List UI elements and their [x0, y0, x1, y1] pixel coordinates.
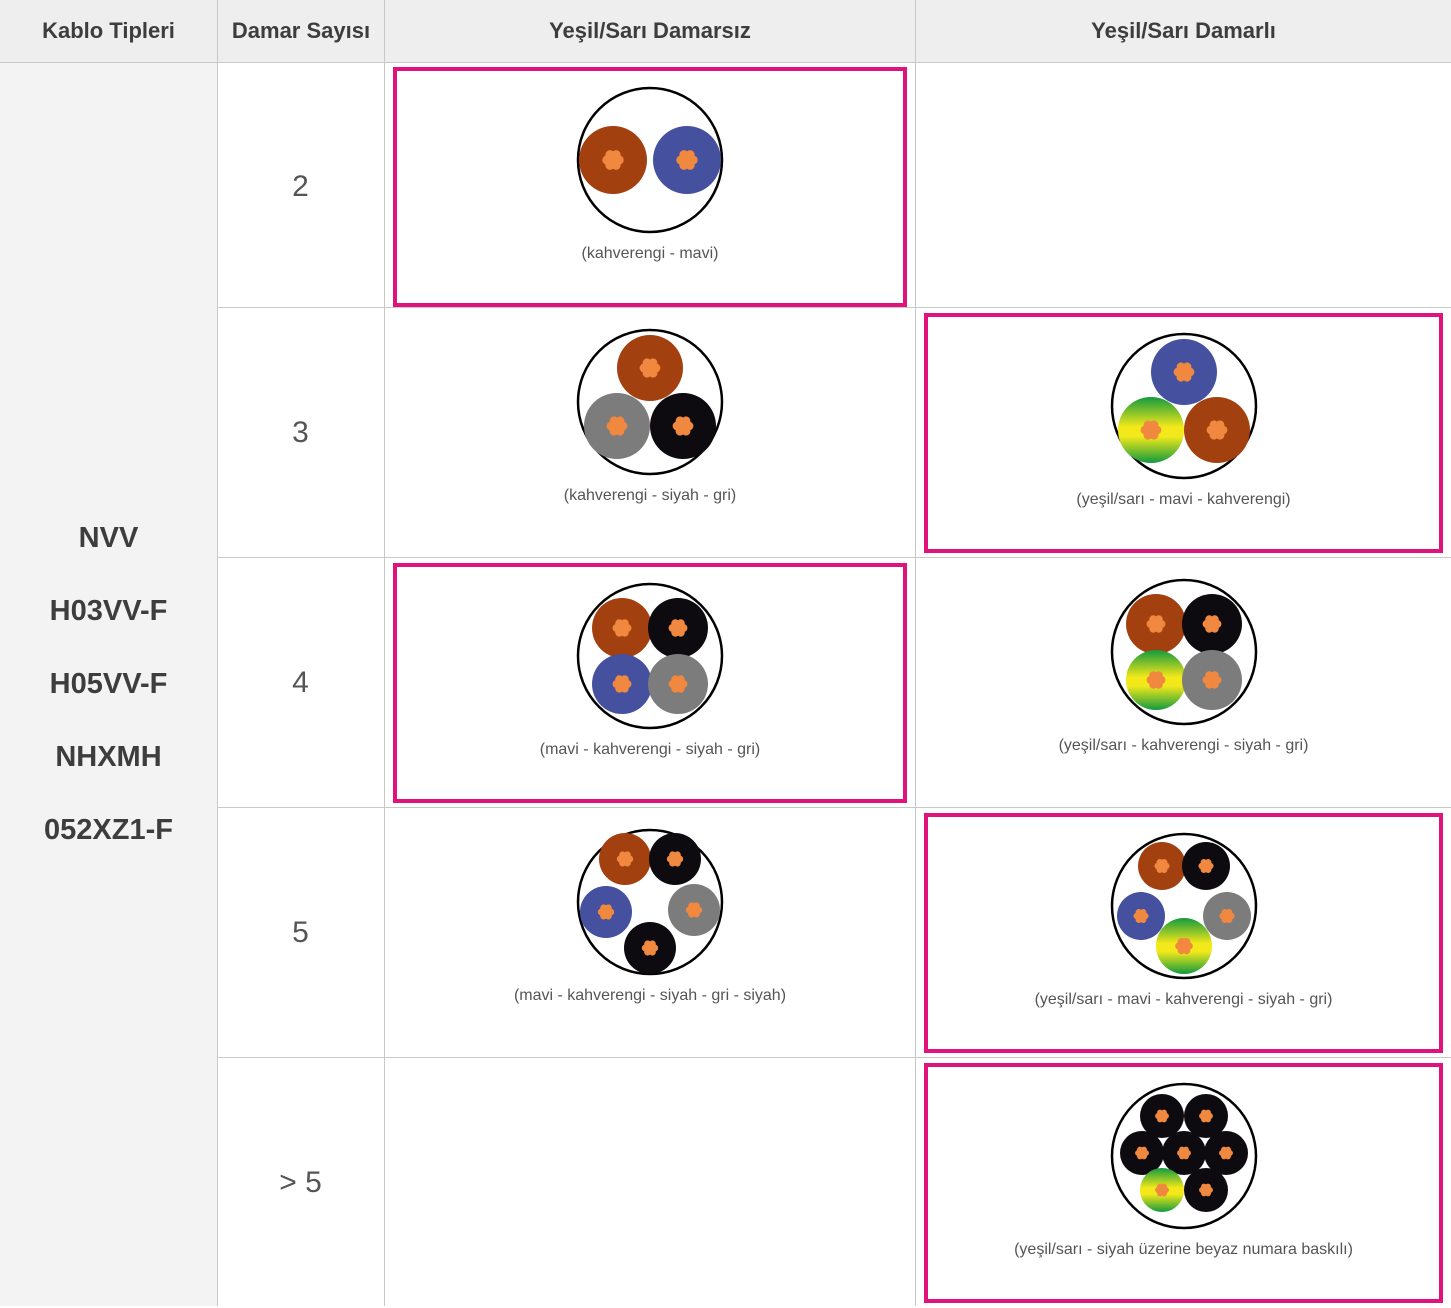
color-code-caption: (kahverengi - mavi)	[581, 245, 719, 262]
color-code-caption: (yeşil/sarı - kahverengi - siyah - gri)	[1058, 737, 1309, 754]
cable-diagram-cell	[393, 563, 907, 803]
header-cable-types: Kablo Tipleri	[0, 0, 217, 62]
cable-cross-section-icon	[575, 827, 725, 977]
color-code-caption: (mavi - kahverengi - siyah - gri - siyah)	[513, 987, 787, 1004]
cable-diagram-cell	[393, 67, 907, 307]
row-divider	[217, 807, 1451, 808]
cable-jacket	[1112, 580, 1256, 724]
row-divider	[217, 557, 1451, 558]
cable-cross-section-icon	[1109, 577, 1259, 727]
cable-type-label: H03VV-F	[49, 594, 168, 627]
cable-cross-section-icon	[1109, 331, 1259, 481]
color-code-caption: (mavi - kahverengi - siyah - gri)	[539, 741, 761, 758]
header-without-green-yellow: Yeşil/Sarı Damarsız	[385, 0, 915, 62]
header-core-count: Damar Sayısı	[218, 0, 384, 62]
core-count: 3	[292, 416, 309, 449]
cable-types-cell	[0, 62, 217, 1306]
core-count: 2	[292, 170, 309, 203]
cable-type-label: H05VV-F	[49, 667, 168, 700]
row-divider	[217, 307, 1451, 308]
cable-cross-section-icon	[575, 327, 725, 477]
cable-diagram-cell	[924, 313, 1443, 553]
core-count: 5	[292, 916, 309, 949]
color-code-caption: (kahverengi - siyah - gri)	[563, 487, 737, 504]
cable-diagram-cell	[924, 1063, 1443, 1303]
column-divider	[384, 0, 385, 1306]
cable-diagram-cell	[924, 813, 1443, 1053]
cable-diagram-cell	[924, 563, 1443, 803]
color-code-caption: (yeşil/sarı - mavi - kahverengi)	[1076, 491, 1291, 508]
cable-cross-section-icon	[1109, 1081, 1259, 1231]
column-divider	[915, 0, 916, 1306]
core-count: 4	[292, 666, 309, 699]
cable-jacket	[578, 584, 722, 728]
cable-cross-section-icon	[575, 581, 725, 731]
cable-cross-section-icon	[1109, 831, 1259, 981]
cable-cross-section-icon	[575, 85, 725, 235]
core-count: > 5	[279, 1166, 322, 1199]
cable-type-label: NVV	[78, 521, 139, 554]
cable-type-label: NHXMH	[55, 740, 162, 773]
header-with-green-yellow: Yeşil/Sarı Damarlı	[916, 0, 1451, 62]
cable-diagram-cell	[393, 813, 907, 1053]
row-divider	[217, 1057, 1451, 1058]
cable-type-label: 052XZ1-F	[44, 813, 173, 846]
cable-diagram-cell	[393, 313, 907, 553]
color-code-caption: (yeşil/sarı - siyah üzerine beyaz numara baskılı)	[1014, 1241, 1353, 1258]
color-code-caption: (yeşil/sarı - mavi - kahverengi - siyah - gri)	[1034, 991, 1333, 1008]
